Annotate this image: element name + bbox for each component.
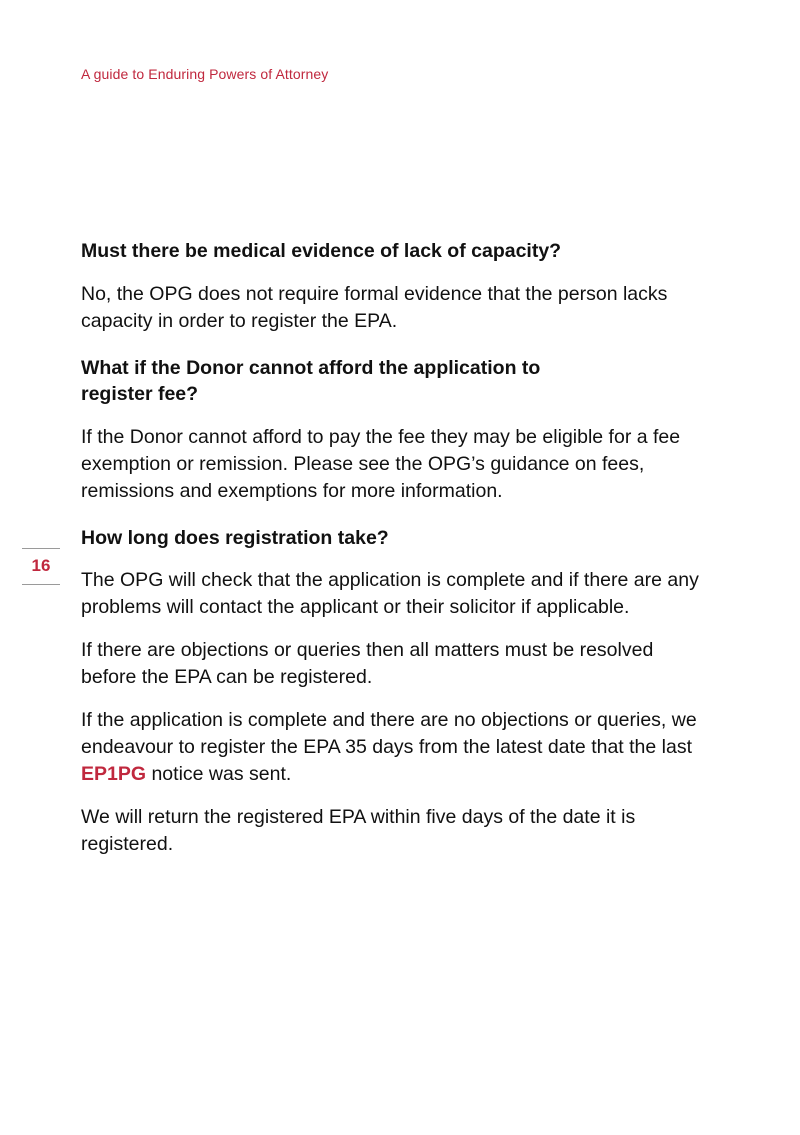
section-heading-line: register fee? [81, 383, 199, 405]
paragraph-text: notice was sent. [146, 763, 292, 785]
section-paragraph [81, 707, 701, 788]
section-heading-line: What if the Donor cannot afford the application to [81, 356, 541, 379]
ep1pg-form-link[interactable]: EP1PG [81, 763, 147, 785]
paragraph-text: If the application is complete and there are no objections or queries, we endeavour to register the EPA 35 days from the latest date that the last [81, 709, 697, 758]
section-paragraph: The OPG will check that the application is complete and if there are any problems will contact the applicant or their solicitor if applicable. [81, 569, 699, 618]
section-medical-evidence [81, 238, 701, 335]
main-content [81, 238, 701, 878]
section-paragraph: If there are objections or queries then all matters must be resolved before the EPA can be registered. [81, 639, 654, 688]
section-registration-time [81, 525, 701, 859]
section-application-fee [81, 355, 701, 505]
page-number-rule-bottom [22, 584, 60, 585]
section-paragraph: We will return the registered EPA within five days of the date it is registered. [81, 806, 636, 855]
section-heading: How long does registration take? [81, 526, 389, 549]
section-heading: Must there be medical evidence of lack of capacity? [81, 240, 562, 262]
running-header: A guide to Enduring Powers of Attorney [81, 66, 329, 82]
section-heading [81, 355, 701, 408]
page-number-block [22, 548, 60, 585]
page-number: 16 [31, 556, 51, 575]
section-paragraph: No, the OPG does not require formal evidence that the person lacks capacity in order to register the EPA. [81, 282, 668, 332]
section-paragraph: If the Donor cannot afford to pay the fee they may be eligible for a fee exemption or remission. Please see the OPG’s guidance on fees, remissions and exemptions for more information. [81, 425, 681, 502]
